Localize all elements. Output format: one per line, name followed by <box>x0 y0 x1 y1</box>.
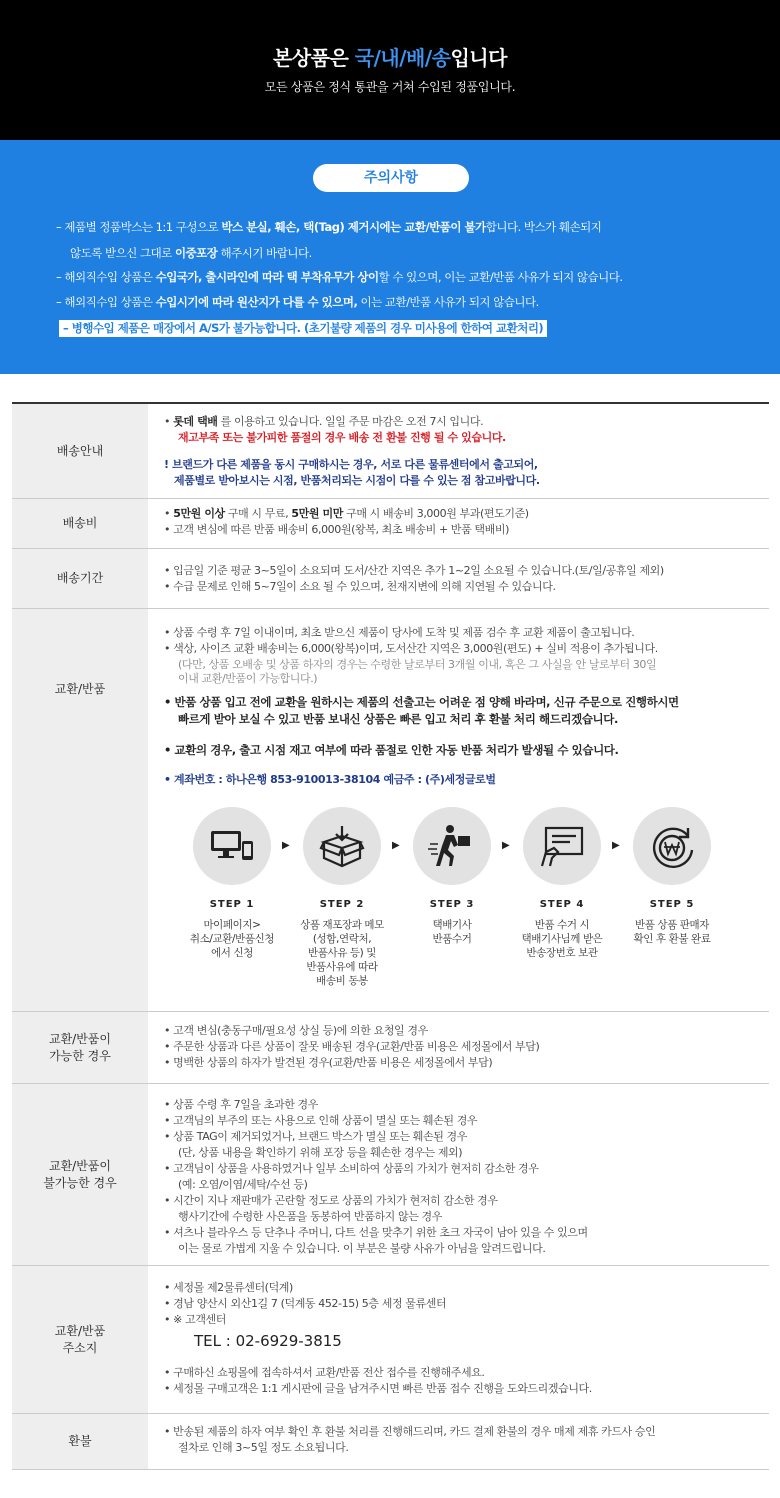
row-impossible <box>12 1084 769 1266</box>
impossible-line-7: • 시간이 지나 재판매가 곤란할 정도로 상품의 가치가 현저히 감소한 경우 <box>164 1194 498 1207</box>
impossible-line-5: • 고객님이 상품을 사용하였거나 일부 소비하여 상품의 가치가 현저히 감소한 경우 <box>164 1162 539 1175</box>
possible-line-1: • 고객 변심(충동구매/필요성 상실 등)에 의한 요청일 경우 <box>164 1024 428 1037</box>
row-label: 교환/반품이 불가능한 경우 <box>12 1084 148 1265</box>
step-2 <box>287 807 397 988</box>
row-possible <box>12 1012 769 1084</box>
row-label: 환불 <box>12 1414 148 1469</box>
address-line-4: • 구매하신 쇼핑몰에 접속하셔서 교환/반품 전산 접수를 진행해주세요. <box>164 1366 485 1379</box>
exchange-line-3: (다만, 상품 오배송 및 상품 하자의 경우는 수령한 날로부터 3개월 이내, 혹은 그 사실을 안 날로부터 30일 <box>178 658 657 671</box>
row-label: 교환/반품 <box>12 609 148 1011</box>
step-text: 택배기사 반품수거 <box>432 919 472 945</box>
step-arrow: ▶ <box>282 840 290 851</box>
step-4 <box>507 807 617 960</box>
step-number: STEP 5 <box>649 899 695 910</box>
page-title: 본상품은 국/내/배/송입니다 <box>273 46 507 70</box>
period-line-1: • 입금일 기준 평균 3~5일이 소요되며 도서/산간 지역은 추가 1~2일 소요될 수 있습니다.(토/일/공휴일 제외) <box>164 564 664 577</box>
impossible-line-8: 행사기간에 수령한 사은품을 동봉하여 반품하지 않는 경우 <box>178 1210 443 1223</box>
row-label: 배송비 <box>12 499 148 548</box>
won-refund-icon <box>633 807 711 885</box>
row-period <box>12 549 769 609</box>
account-info: • 계좌번호 : 하나은행 853-910013-38104 예금주 : (주)세정글로벌 <box>164 773 496 786</box>
exchange-line-2: • 색상, 사이즈 교환 배송비는 6,000(왕복)이며, 도서산간 지역은 3,000원(편도) + 실비 적용이 추가됩니다. <box>164 642 658 655</box>
impossible-line-1: • 상품 수령 후 7일을 초과한 경우 <box>164 1098 318 1111</box>
impossible-line-2: • 고객님의 부주의 또는 사용으로 인해 상품이 멸실 또는 훼손된 경우 <box>164 1114 478 1127</box>
possible-line-2: • 주문한 상품과 다른 상품이 잘못 배송된 경우(교환/반품 비용은 세정몰에서 부담) <box>164 1040 540 1053</box>
fee-line-1: • 5만원 이상 구매 시 무료, 5만원 미만 구매 시 배송비 3,000원 부과(편도기준) <box>164 507 529 520</box>
address-line-3: • ※ 고객센터 <box>164 1313 227 1326</box>
step-1 <box>177 807 287 960</box>
row-label: 교환/반품 주소지 <box>12 1266 148 1413</box>
refund-line-1: • 반송된 제품의 하자 여부 확인 후 환불 처리를 진행해드리며, 카드 결제 환불의 경우 매제 제휴 카드사 승인 <box>164 1425 656 1438</box>
possible-line-3: • 명백한 상품의 하자가 발견된 경우(교환/반품 비용은 세정몰에서 부담) <box>164 1056 493 1069</box>
refund-line-2: 절차로 인해 3~5일 정도 소요됩니다. <box>178 1441 349 1454</box>
box-download-icon <box>303 807 381 885</box>
shipping-line-3: ! 브랜드가 다른 제품을 동시 구매하시는 경우, 서로 다른 물류센터에서 출고되어, <box>164 458 538 471</box>
notice-line-3: – 해외직수입 상품은 수입국가, 출시라인에 따라 택 부착유무가 상이할 수 있으며, 이는 교환/반품 사유가 되지 않습니다. <box>56 270 623 284</box>
step-arrow: ▶ <box>392 840 400 851</box>
address-line-5: • 세정몰 구매고객은 1:1 게시판에 글을 남겨주시면 빠른 반품 접수 진행을 도와드리겠습니다. <box>164 1382 592 1395</box>
address-line-1: • 세정몰 제2물류센터(덕계) <box>164 1281 293 1294</box>
notice-pill: 주의사항 <box>313 164 469 192</box>
notice-highlight-box: – 병행수입 제품은 매장에서 A/S가 불가능합니다. (초기불량 제품의 경우 미사용에 한하여 교환처리) <box>59 320 547 337</box>
row-shipping <box>12 404 769 499</box>
step-number: STEP 2 <box>319 899 365 910</box>
delivery-person-icon <box>413 807 491 885</box>
row-refund <box>12 1414 769 1470</box>
step-number: STEP 4 <box>539 899 585 910</box>
row-label: 배송기간 <box>12 549 148 608</box>
shipping-line-2: 재고부족 또는 불가피한 품절의 경우 배송 전 환불 진행 될 수 있습니다. <box>178 431 506 444</box>
hand-document-icon <box>523 807 601 885</box>
customer-center-tel: TEL : 02-6929-3815 <box>194 1332 342 1350</box>
period-line-2: • 수급 문제로 인해 5~7일이 소요 될 수 있으며, 천재지변에 의해 지연될 수 있습니다. <box>164 580 556 593</box>
impossible-line-10: 이는 물로 가볍게 지울 수 있습니다. 이 부분은 불량 사유가 아님을 알려드립니다. <box>178 1242 546 1255</box>
notice-line-1: – 제품별 정품박스는 1:1 구성으로 박스 분실, 훼손, 택(Tag) 제거시에는 교환/반품이 불가합니다. 박스가 훼손되지 <box>56 220 602 234</box>
shipping-line-4: 제품별로 받아보시는 시점, 반품처리되는 시점이 다를 수 있는 점 참고바랍니다. <box>174 474 540 487</box>
header-banner <box>0 0 780 140</box>
row-address <box>12 1266 769 1414</box>
impossible-line-9: • 셔츠나 블라우스 등 단추나 주머니, 다트 선을 맞추기 위한 초크 자국이 남아 있을 수 있으며 <box>164 1226 588 1239</box>
notice-line-4: – 해외직수입 상품은 수입시기에 따라 원산지가 다를 수 있으며, 이는 교환/반품 사유가 되지 않습니다. <box>56 295 539 309</box>
impossible-line-3: • 상품 TAG이 제거되었거나, 브랜드 박스가 멸실 또는 훼손된 경우 <box>164 1130 467 1143</box>
step-text: 상품 재포장과 메모 (성함,연락처, 반품사유 등) 및 반품사유에 따라 배송비 동봉 <box>300 919 384 987</box>
row-fee <box>12 499 769 549</box>
address-line-2: • 경남 양산시 외산1길 7 (덕계동 452-15) 5층 세정 물류센터 <box>164 1297 447 1310</box>
title-highlight: 국/내/배/송 <box>354 46 451 70</box>
impossible-line-6: (예: 오염/이염/세탁/수선 등) <box>178 1178 308 1191</box>
computer-mobile-icon <box>193 807 271 885</box>
exchange-line-4: 이내 교환/반품이 가능합니다.) <box>178 672 318 685</box>
step-text: 마이페이지> 취소/교환/반품신청 에서 신청 <box>189 919 275 959</box>
return-steps <box>164 807 764 987</box>
exchange-line-6: 빠르게 받아 보실 수 있고 반품 보내신 상품은 빠른 입고 처리 후 환불 처리 해드리겠습니다. <box>178 712 618 726</box>
notice-line-2: 않도록 받으신 그대로 이중포장 해주시기 바랍니다. <box>70 246 312 260</box>
exchange-line-1: • 상품 수령 후 7일 이내이며, 최초 받으신 제품이 당사에 도착 및 제품 검수 후 교환 제품이 출고됩니다. <box>164 626 635 639</box>
row-exchange <box>12 609 769 1012</box>
shipping-line-1: • 롯데 택배 를 이용하고 있습니다. 일일 주문 마감은 오전 7시 입니다. <box>164 415 484 428</box>
exchange-line-7: • 교환의 경우, 출고 시점 재고 여부에 따라 품절로 인한 자동 반품 처리가 발생될 수 있습니다. <box>164 743 619 757</box>
step-3 <box>397 807 507 946</box>
exchange-line-5: • 반품 상품 입고 전에 교환을 원하시는 제품의 선출고는 어려운 점 양해 바라며, 신규 주문으로 진행하시면 <box>164 695 679 709</box>
step-text: 반품 상품 판매자 확인 후 환불 완료 <box>633 919 711 945</box>
impossible-line-4: (단, 상품 내용을 확인하기 위해 포장 등을 훼손한 경우는 제외) <box>178 1146 463 1159</box>
step-text: 반품 수거 시 택배기사님께 받은 반송장번호 보관 <box>521 919 603 959</box>
row-label: 교환/반품이 가능한 경우 <box>12 1012 148 1083</box>
step-arrow: ▶ <box>612 840 620 851</box>
step-5 <box>617 807 727 946</box>
row-label: 배송안내 <box>12 404 148 498</box>
step-number: STEP 1 <box>209 899 255 910</box>
step-arrow: ▶ <box>502 840 510 851</box>
notice-section <box>0 140 780 374</box>
step-number: STEP 3 <box>429 899 475 910</box>
info-table <box>12 402 769 1454</box>
fee-line-2: • 고객 변심에 따른 반품 배송비 6,000원(왕복, 최초 배송비 + 반품 택배비) <box>164 523 509 536</box>
page-subtitle: 모든 상품은 정식 통관을 거쳐 수입된 정품입니다. <box>264 80 516 94</box>
